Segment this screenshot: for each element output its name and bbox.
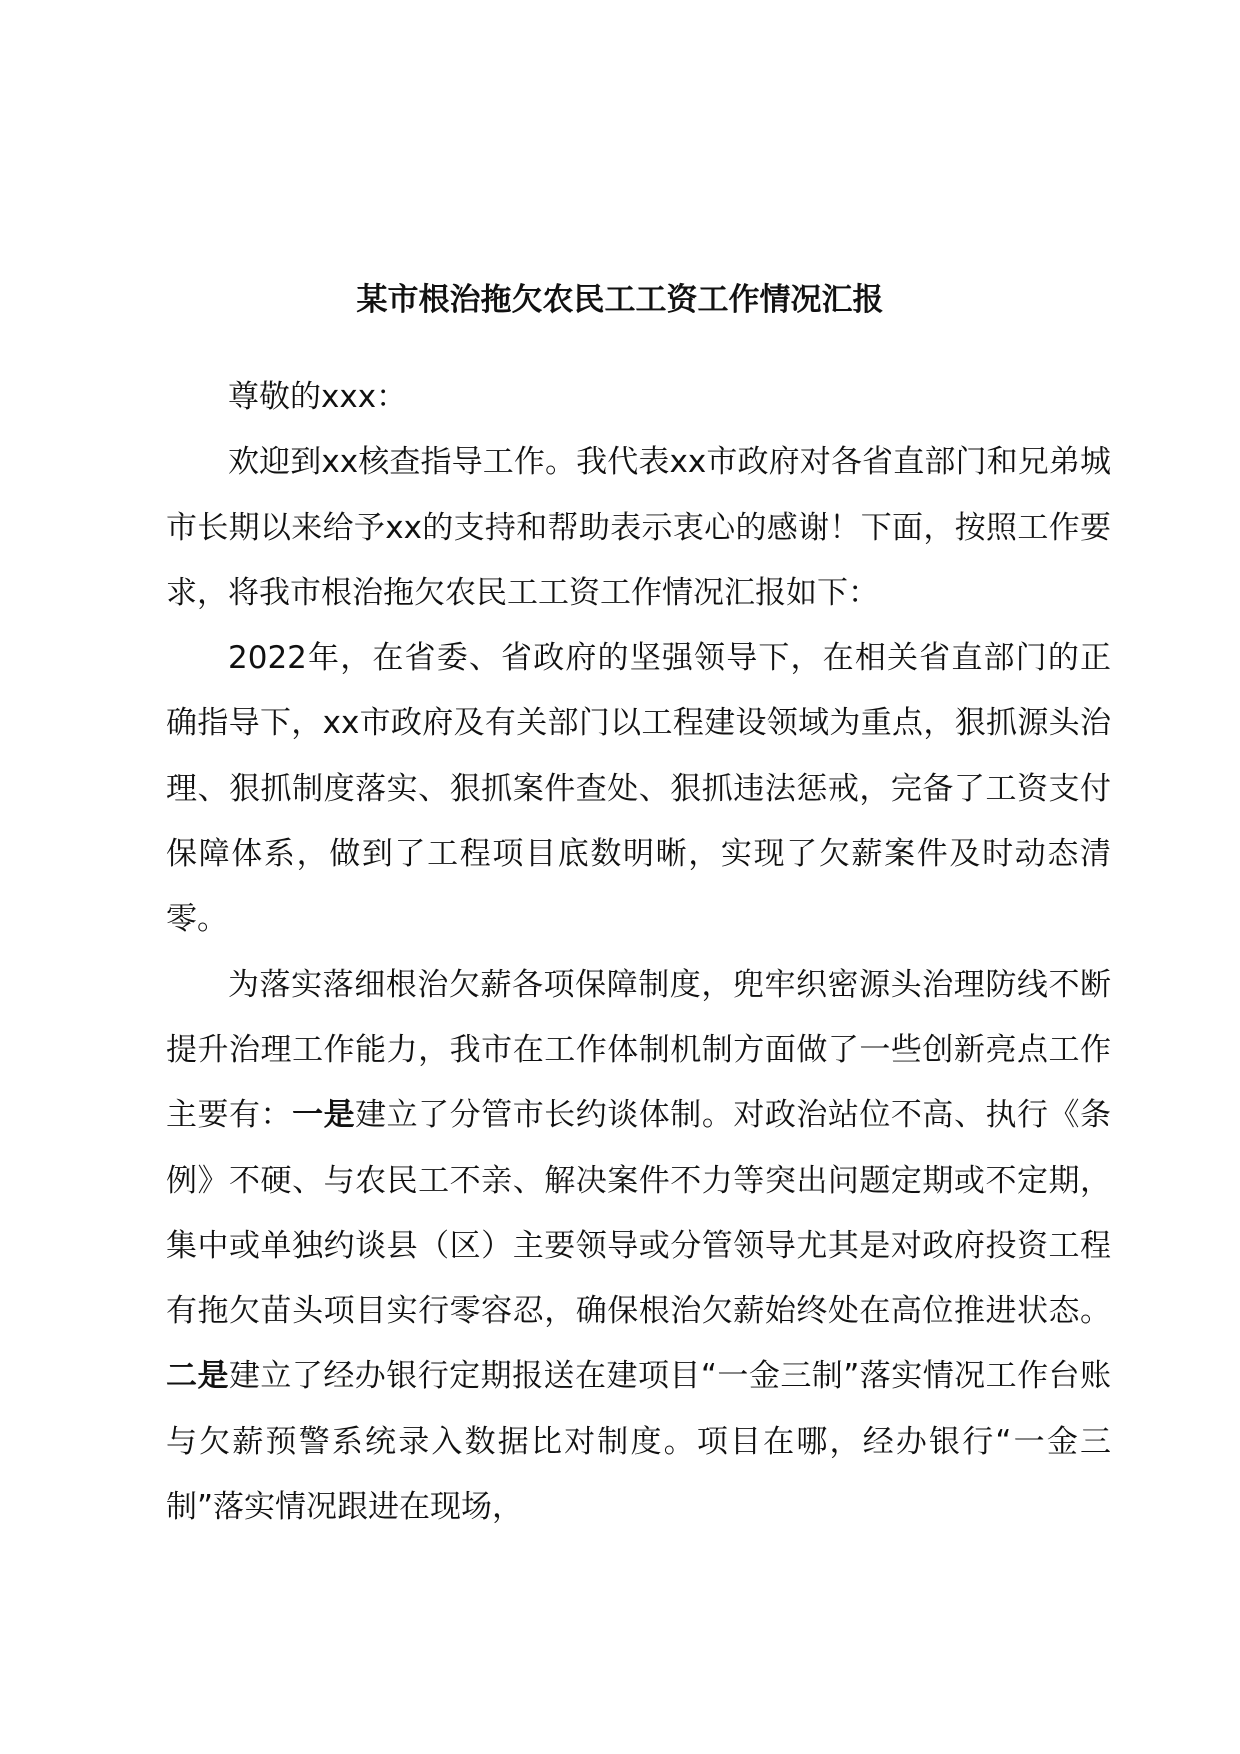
second-point-label: 二是 (166, 1358, 229, 1395)
innovations-intro: 为落实落细根治欠薪各项保障制度，兜牢织密源头治理防线不断提升治理工作能力，我市在工作体制机制方面做了一些创新亮点工作主要有： (166, 966, 1111, 1134)
paragraph-overview: 2022年，在省委、省政府的坚强领导下，在相关省直部门的正确指导下，xx市政府及有关部门以工程建设领域为重点，狠抓源头治理、狠抓制度落实、狠抓案件查处、狠抓违法惩戒，完备了工资支付保障体系，做到了工程项目底数明晰，实现了欠薪案件及时动态清零。 (166, 640, 1111, 938)
first-point-text: 建立了分管市长约谈体制。对政治站位不高、执行《条例》不硬、与农民工不亲、解决案件不力等突出问题定期或不定期，集中或单独约谈县（区）主要领导或分管领导尤其是对政府投资工程有拖欠苗头项目实行零容忍，确保根治欠薪始终处在高位推进状态。 (166, 1097, 1112, 1330)
salutation: 尊敬的xxx： (228, 379, 408, 415)
second-point-text: 建立了经办银行定期报送在建项目“一金三制”落实情况工作台账与欠薪预警系统录入数据比对制度。项目在哪，经办银行“一金三制”落实情况跟进在现场， (166, 1358, 1112, 1526)
paragraph-welcome: 欢迎到xx核查指导工作。我代表xx市政府对各省直部门和兄弟城市长期以来给予xx的支持和帮助表示衷心的感谢！下面，按照工作要求，将我市根治拖欠农民工工资工作情况汇报如下： (166, 444, 1111, 611)
document-title: 某市根治拖欠农民工工资工作情况汇报 (356, 282, 884, 318)
document-body (166, 365, 1111, 1540)
paragraph-innovations (166, 953, 1111, 1541)
first-point-label: 一是 (292, 1097, 356, 1134)
